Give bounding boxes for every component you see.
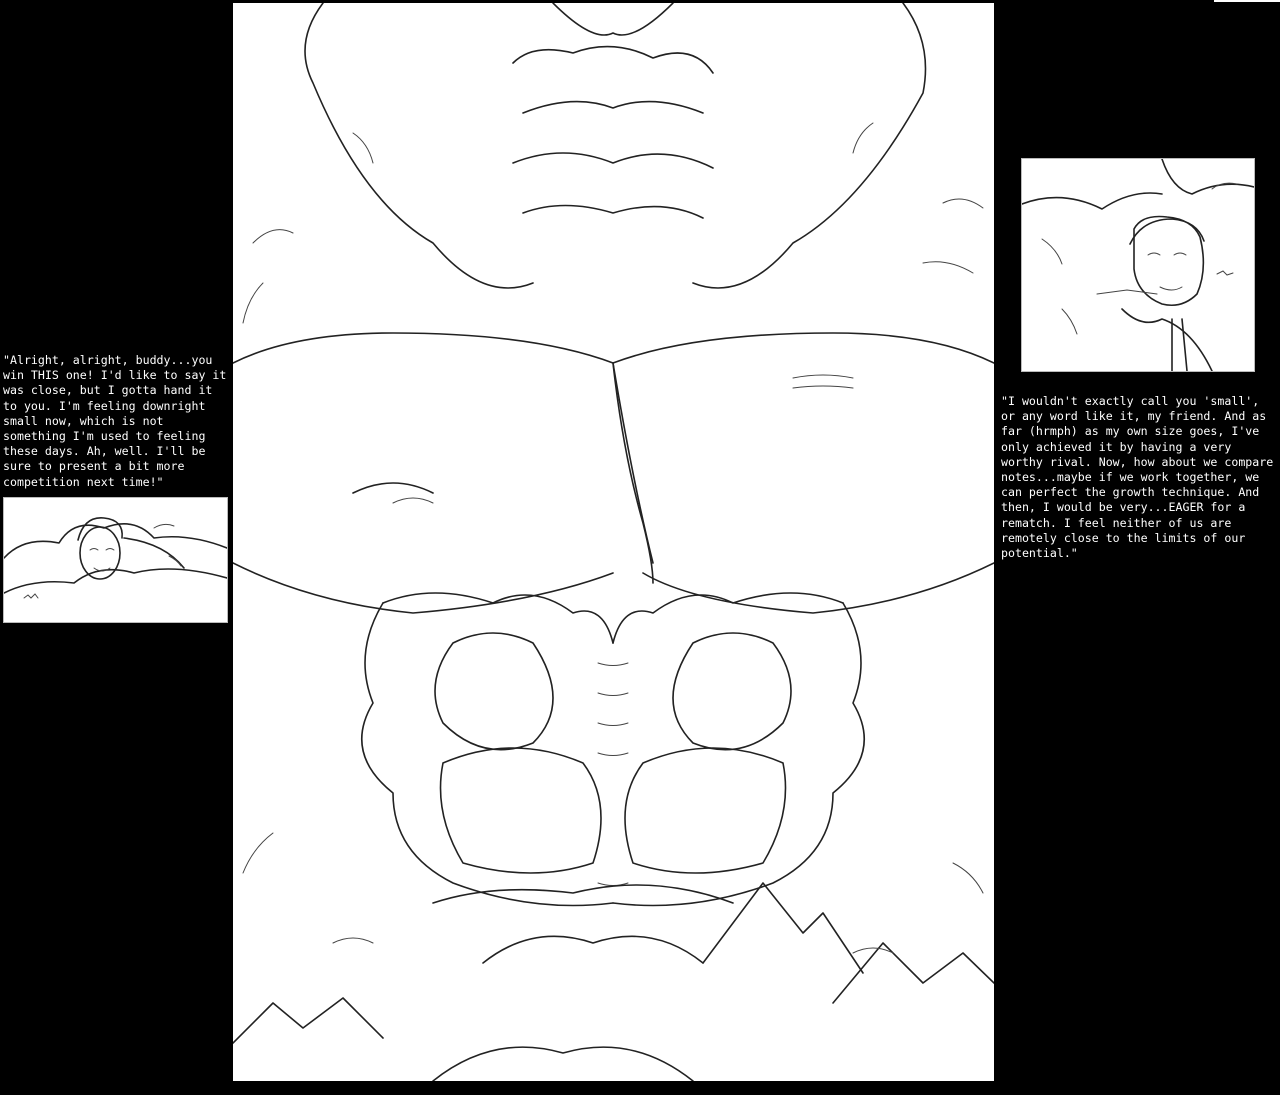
main-illustration-panel [233,3,994,1081]
left-inset-panel [3,497,228,623]
caption-left: "Alright, alright, buddy...you win THIS one! I'd like to say it was close, but I gotta hand it to you. I'm feeling downright small now, which is not something I'm used to feeling these days. Ah, well. I'll be sure to present a bit more competition next time!" [3,353,234,489]
corner-mark [1214,0,1280,2]
main-illustration-drawing [233,3,994,1081]
left-inset-drawing [4,498,227,622]
caption-right: "I wouldn't exactly call you 'small', or any word like it, my friend. And as far (hrmph) as my own size goes, I've only achieved it by having a very worthy rival. Now, how about we compare notes...maybe if we work together, we can perfect the growth technique. And then, I would be very...EAGER for a rematch. I feel neither of us are remotely close to the limits of our potential." [1001,394,1280,561]
right-inset-drawing [1022,159,1254,371]
right-inset-panel [1021,158,1255,372]
